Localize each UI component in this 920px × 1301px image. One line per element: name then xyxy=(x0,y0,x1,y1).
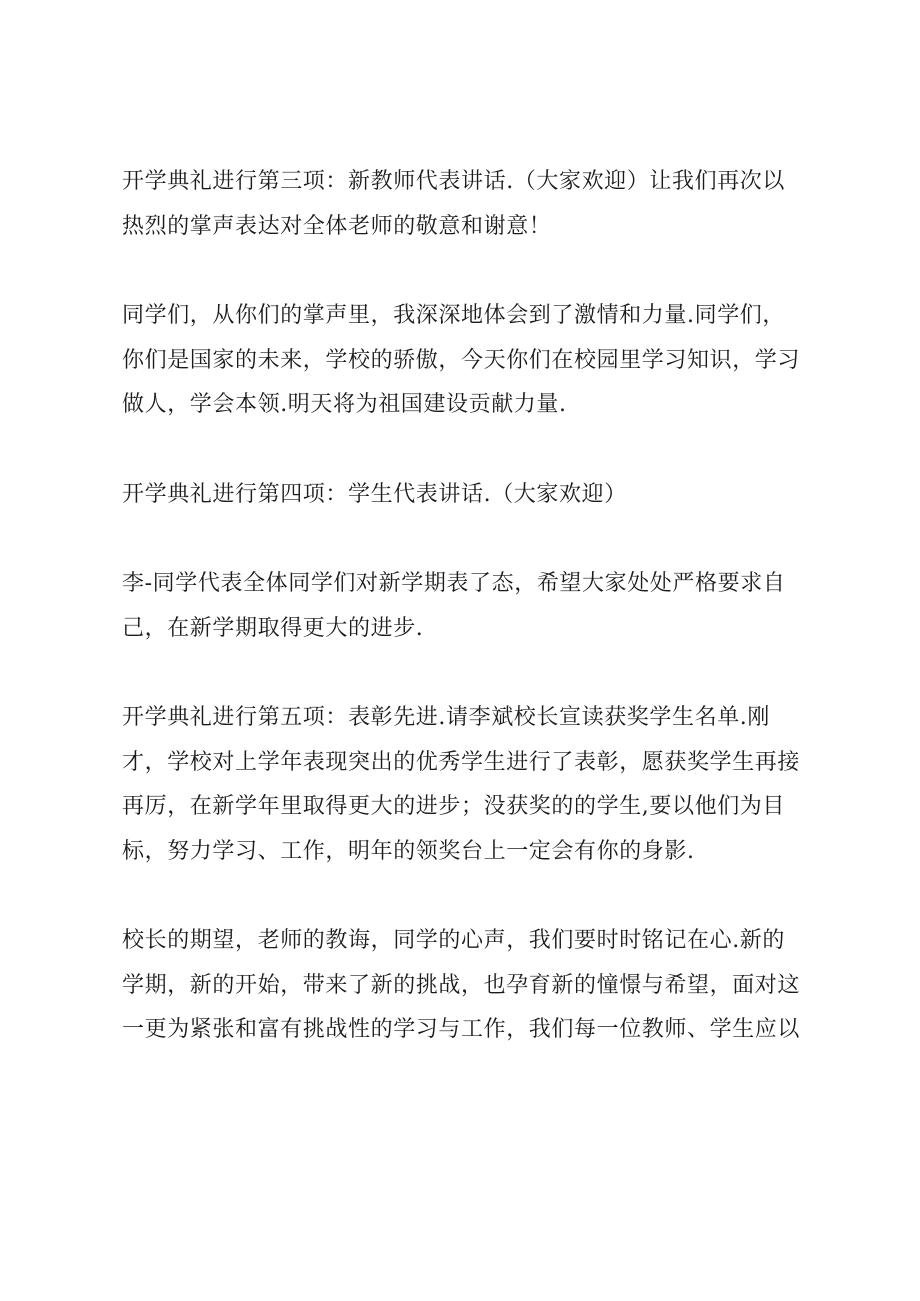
text-line: 开学典礼进行第三项：新教师代表讲话.（大家欢迎）让我们再次以 xyxy=(122,169,785,194)
text-line: 学期，新的开始，带来了新的挑战，也孕育新的憧憬与希望，面对这 xyxy=(122,972,801,998)
text-line: 你们是国家的未来，学校的骄傲，今天你们在校园里学习知识，学习 xyxy=(122,347,801,373)
paragraph-item-4-speech xyxy=(122,473,822,518)
paragraph-item-3-speech xyxy=(122,160,822,249)
text-line: 做人，学会本领.明天将为祖国建设贡献力量. xyxy=(122,392,567,417)
paragraph-item-5-awards xyxy=(122,696,822,874)
text-line: 热烈的掌声表达对全体老师的敬意和谢意！ xyxy=(122,213,552,239)
text-line: 校长的期望，老师的教诲，同学的心声，我们要时时铭记在心.新的 xyxy=(122,928,785,953)
text-line: 己，在新学期取得更大的进步. xyxy=(122,615,424,641)
text-line: 标，努力学习、工作，明年的领奖台上一定会有你的身影. xyxy=(122,838,695,864)
text-line: 李-同学代表全体同学们对新学期表了态，希望大家处处严格要求自 xyxy=(122,571,786,596)
document-body xyxy=(122,160,822,1098)
paragraph-student-representative xyxy=(122,562,822,651)
text-line: 开学典礼进行第四项：学生代表讲话.（大家欢迎） xyxy=(122,481,627,507)
text-line: 同学们，从你们的掌声里，我深深地体会到了激情和力量.同学们， xyxy=(122,303,785,328)
paragraph-students-address xyxy=(122,294,822,428)
text-line: 开学典礼进行第五项：表彰先进.请李斌校长宣读获奖学生名单.刚 xyxy=(122,705,770,730)
paragraph-closing-remarks xyxy=(122,919,822,1053)
text-line: 才，学校对上学年表现突出的优秀学生进行了表彰，愿获奖学生再接 xyxy=(122,749,801,775)
text-line: 一更为紧张和富有挑战性的学习与工作，我们每一位教师、学生应以 xyxy=(122,1017,801,1042)
text-line: 再厉，在新学年里取得更大的进步；没获奖的的学生,要以他们为目 xyxy=(122,794,785,819)
